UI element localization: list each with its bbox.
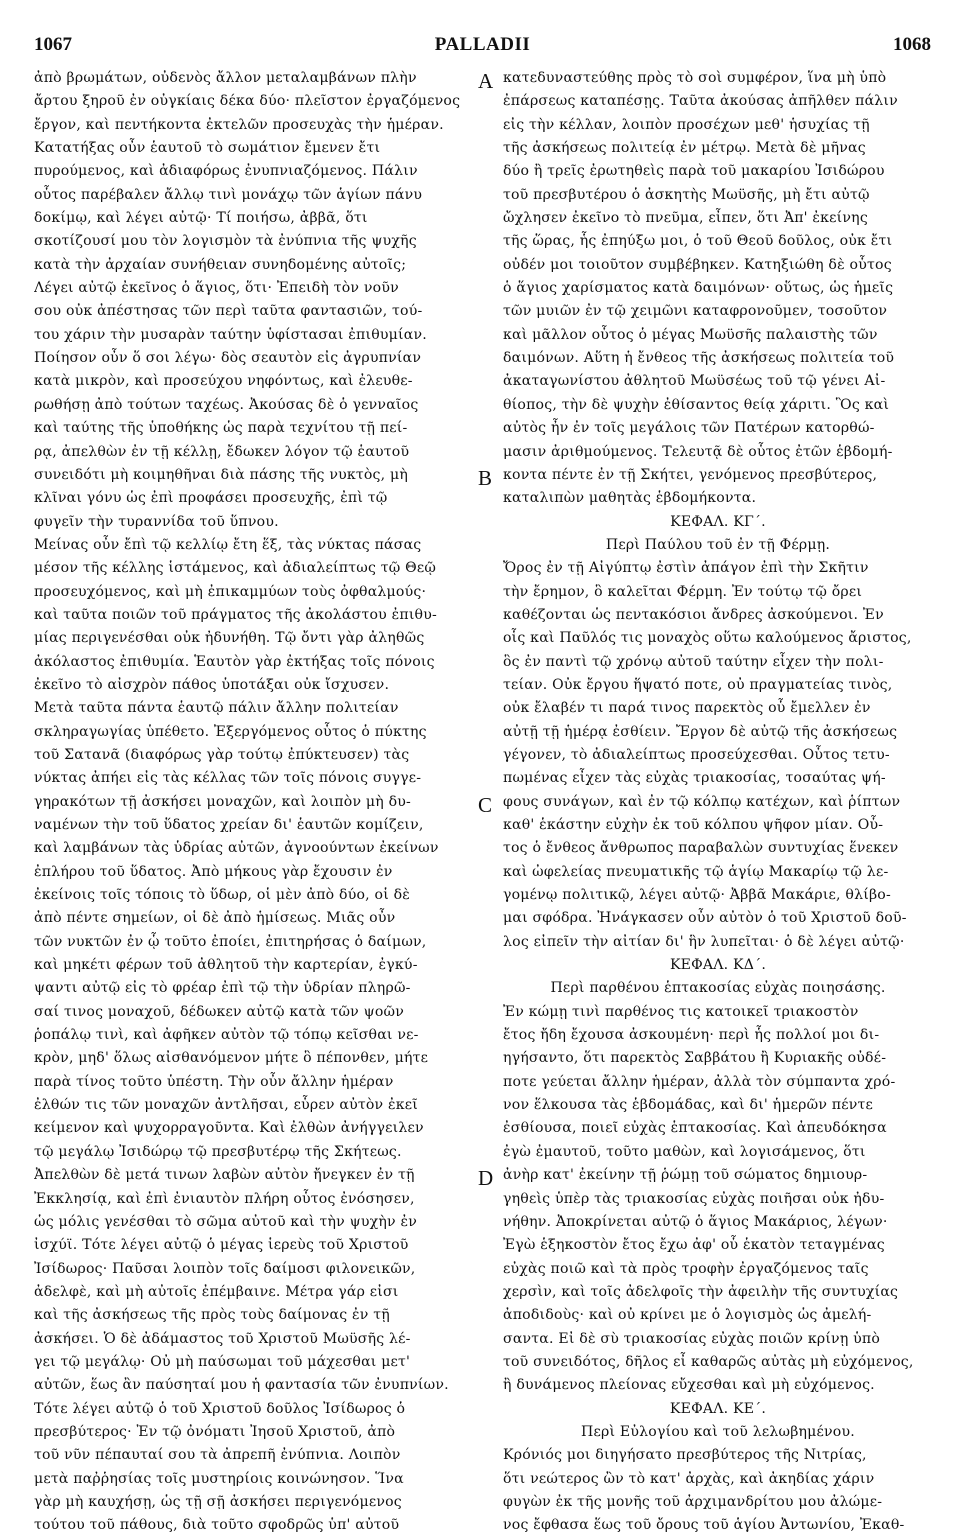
- text-line: ὁ ἅγιος χαρίσματος κατὰ δαιμόνων· οὕτως, ὡς ἡμεῖς: [503, 280, 894, 297]
- text-line: καὶ ταύτης τῆς ὑποθήκης ὡς παρὰ τεχνίτου τῇ πεί-: [34, 420, 408, 437]
- text-line: ἀνὴρ κατ' ἐκείνην τῇ ῥώμῃ τοῦ σώματος δημιουρ-: [503, 1167, 868, 1184]
- text-line: ρωθήσῃ ἀπὸ τούτων ταχέως. Ἀκούσας δὲ ὁ γενναῖος: [34, 396, 419, 413]
- text-line: καὶ τῆς ἀσκήσεως τῆς πρὸς τοὺς δαίμονας ἐν τῇ: [34, 1307, 390, 1324]
- text-line: γὰρ μὴ καυχήσῃ, ὡς τῇ σῇ ἀσκήσει περιγενόμενος: [34, 1493, 402, 1510]
- text-line: ὡς μόλις γενέσθαι τὸ σῶμα αὐτοῦ καὶ τὴν ψυχὴν ἐν: [34, 1213, 418, 1230]
- text-line: Ἐκκλησίᾳ, καὶ ἐπὶ ἐνιαυτὸν πλήρη οὗτος ἐνόσησεν,: [34, 1190, 415, 1207]
- text-line: Ἀπελθὼν δὲ μετά τινων λαβὼν αὐτὸν ἤνεγκεν ἐν τῇ: [34, 1167, 415, 1184]
- text-line: ἀπὸ βρωμάτων, οὐδενὸς ἄλλον μεταλαμβάνων πλὴν: [34, 70, 417, 86]
- text-line: δαιμόνων. Αὕτη ἡ ἔνθεος τῆς ἀσκήσεως πολιτεία τοῦ: [503, 350, 895, 367]
- page-number-left: 1067: [34, 34, 72, 55]
- text-line: καὶ ὠφελείας πνευματικῆς τῷ ἁγίῳ Μακαρίῳ τῷ λε-: [503, 863, 889, 880]
- text-line: αὐτῇ τῇ ἡμέρᾳ ἐσθίειν. Ἔργον δὲ αὐτῷ τῆς ἀσκήσεως: [503, 723, 898, 740]
- text-line: ἀκόλαστος ἐπιθυμία. Ἑαυτὸν γὰρ ἐκτήξας τοῖς πόνοις: [34, 653, 435, 670]
- text-line: Ἐγὼ ἑξηκοστὸν ἔτος ἔχω ἀφ' οὗ ἑκατὸν τεταγμένας: [503, 1237, 885, 1254]
- text-line: γέγονεν, τὸ ἀδιαλείπτως προσεύχεσθαι. Οὗτος τετυ-: [503, 746, 890, 763]
- text-line: Μείνας οὖν ἔπὶ τῷ κελλίῳ ἔτη ἕξ, τὰς νύκτας πάσας: [34, 536, 422, 553]
- text-line: καὶ λαμβάνων τὰς ὑδρίας αὐτῶν, ἀγνοούντων ἐκείνων: [34, 840, 439, 857]
- chapter-heading: ΚΕΦΑΛ. ΚΔ΄.: [669, 957, 767, 974]
- text-line: αὐτῶν, ἕως ἂν παύσηταί μου ἡ φαντασία τῶν ἐνυπνίων.: [34, 1377, 449, 1394]
- text-line: Ποίησον οὖν ὅ σοι λέγω· δὸς σεαυτὸν εἰς ἀγρυπνίαν: [34, 350, 422, 367]
- text-line: τοῦ συνειδότος, δῆλος εἶ καθαρῶς αὐτὰς μὴ εὐχόμενος,: [503, 1353, 914, 1370]
- text-line: χερσὶν, καὶ τοῖς ἀδελφοῖς τὴν ἀφειλὴν τῆς συντυχίας: [503, 1283, 899, 1300]
- text-line: ἀποδιδοὺς· καὶ οὐ κρίνει με ὁ λογισμὸς ὡς ἀμελή-: [503, 1307, 872, 1324]
- text-line: σαί τινος μοναχοῦ, δέδωκεν αὐτῷ κατὰ τῶν ψοῶν: [34, 1003, 405, 1020]
- text-line: καθέζονται ὡς πεντακόσιοι ἄνδρες ἀσκούμενοι. Ἐν: [503, 606, 884, 623]
- text-line: δοκίμῳ, καὶ λέγει αὐτῷ· Τί ποιήσω, ἀββᾶ, ὅτι: [34, 210, 368, 227]
- text-line: καθ' ἑκάστην εὐχὴν ἐκ τοῦ κόλπου ψῆφον μίαν. Οὗ-: [503, 817, 884, 833]
- text-line: τῆς ἀσκήσεως πολιτείᾳ ἐν μέτρῳ. Μετὰ δὲ μῆνας: [503, 140, 866, 157]
- text-line: ἐκείνοις τοῖς τόποις τὸ ὕδωρ, οἱ μὲν ἀπὸ δύο, οἱ δὲ: [34, 887, 411, 904]
- left-column: [34, 67, 482, 1538]
- text-line: γει τῷ μεγάλῳ· Οὐ μὴ παύσωμαι τοῦ μάχεσθαι μετ': [34, 1353, 411, 1370]
- text-line: μέσον τῆς κέλλης ἱστάμενος, καὶ ἀδιαλείπτως τῷ Θεῷ: [34, 560, 437, 577]
- text-line: καταλιπὼν μαθητὰς ἑβδομήκοντα.: [503, 490, 757, 507]
- text-line: ἐπλήρου τοῦ ὕδατος. Ἀπὸ μήκους γὰρ ἔχουσιν ἐν: [34, 863, 393, 880]
- text-line: τοῦ Σατανᾶ (διαφόρως γὰρ τούτῳ ἐπύκτευσεν) τὰς: [34, 746, 410, 763]
- text-line: προσευχόμενος, καὶ μὴ ἐπικαμμύων τοὺς ὀφθαλμούς·: [34, 583, 427, 600]
- text-line: ναμένων τὴν τοῦ ὕδατος χρείαν δι' ἑαυτῶν κομίζειν,: [34, 817, 424, 833]
- text-line: γηθεὶς ὑπὲρ τὰς τριακοσίας εὐχὰς ποιῆσαι οὐκ ἠδυ-: [503, 1190, 885, 1207]
- right-column: [503, 67, 933, 1538]
- text-line: ὃς ἐν παντὶ τῷ χρόνῳ αὐτοῦ ταύτην εἶχεν τὴν πολι-: [503, 653, 884, 670]
- text-line: ῥοπάλῳ τινὶ, καὶ ἀφῆκεν αὐτὸν τῷ τόπῳ κεῖσθαι νε-: [34, 1027, 419, 1044]
- text-line: ηγήσαντο, ὅτι παρεκτὸς Σαββάτου ἢ Κυριακῆς οὐδέ-: [503, 1050, 887, 1067]
- text-line: πωμένας εἶχεν τὰς εὐχὰς τριακοσίας, τοσαύτας ψή-: [503, 770, 886, 787]
- text-line: τὴν ἔρημον, ὃ καλεῖται Φέρμη. Ἐν τούτῳ τῷ ὄρει: [503, 583, 863, 600]
- text-line: καὶ μηκέτι φέρων τοῦ ἀθλητοῦ τὴν καρτερίαν, ἐγκύ-: [34, 957, 418, 974]
- text-line: τείαν. Οὐκ ἔργου ἥψατό ποτε, οὐ πραγματείας τινὸς,: [503, 676, 893, 693]
- text-line: ὅτι νεώτερος ὢν τὸ κατ' ἀρχὰς, καὶ ἀκηδίας χάριν: [503, 1470, 875, 1487]
- margin-letter-d: D: [478, 1166, 494, 1190]
- text-line: ἐκεῖνο τὸ αἰσχρὸν πάθος ὑποτάξαι οὐκ ἴσχυσεν.: [34, 676, 390, 693]
- text-line: οὐκ ἔλαβέν τι παρά τινος παρεκτὸς οὗ ἔμελλεν ἐν: [503, 700, 871, 717]
- text-line: φυγεῖν τὴν τυραννίδα τοῦ ὕπνου.: [34, 513, 279, 530]
- text-line: ἀπὸ πέντε σημείων, οἱ δὲ ἀπὸ ἡμίσεως. Μιᾶς οὖν: [34, 910, 396, 927]
- text-line: τοῦ νῦν πέπαυταί σου τὰ ἀπρεπῆ ἐνύπνια. Λοιπὸν: [34, 1447, 401, 1464]
- running-title: PALLADII: [434, 34, 531, 55]
- text-line: εὐχὰς ποιῶ καὶ τὰ πρὸς τροφὴν ἐργαζόμενος ταῖς: [503, 1260, 869, 1277]
- margin-letter-c: C: [478, 793, 493, 817]
- text-line: συνειδότι μὴ κοιμηθῆναι διὰ πάσης τῆς νυκτὸς, μὴ: [34, 466, 409, 483]
- text-line: τῶν μυιῶν ἐν τῷ χειμῶνι καταφρονοῦμεν, τοσοῦτον: [503, 303, 888, 320]
- text-line: οὗτος παρέβαλεν ἄλλῳ τινὶ μονάχῳ τῶν ἁγίων πάνυ: [34, 186, 423, 203]
- text-line: οὐδέν μοι τοιοῦτον συμβέβηκεν. Κατηξιώθη δὲ οὗτος: [503, 256, 892, 273]
- text-line: ἰσχύϊ. Τότε λέγει αὐτῷ ὁ μέγας ἱερεὺς τοῦ Χριστοῦ: [34, 1237, 409, 1254]
- text-line: ἐγὼ ἐμαυτοῦ, τοῦτο μαθὼν, καὶ λογισάμενος, ὅτι: [503, 1143, 866, 1160]
- chapter-heading: Περὶ παρθένου ἑπτακοσίας εὐχὰς ποιησάσης.: [550, 980, 886, 997]
- text-line: Μετὰ ταῦτα πάντα ἑαυτῷ πάλιν ἄλλην πολιτείαν: [34, 700, 399, 717]
- text-line: κατεδυναστεύθης πρὸς τὸ σοὶ συμφέρον, ἵνα μὴ ὑπὸ: [503, 70, 887, 86]
- text-line: πυρούμενος, καὶ ἀδιαφόρως ἐνυπνιαζόμενος. Πάλιν: [34, 163, 418, 180]
- text-line: Κατατήξας οὖν ἑαυτοῦ τὸ σωμάτιον ἔμενεν ἔτι: [34, 140, 381, 157]
- text-line: Τότε λέγει αὐτῷ ὁ τοῦ Χριστοῦ δοῦλος Ἰσίδωρος ὁ: [34, 1400, 406, 1417]
- text-line: ἔτος ἤδη ἔχουσα ἀσκουμένη· περὶ ἧς πολλοί μοι δι-: [503, 1027, 880, 1044]
- text-line: παρὰ τίνος τοῦτο ὑπέστη. Τὴν οὖν ἄλλην ἡμέραν: [34, 1073, 394, 1090]
- text-line: καὶ μᾶλλον οὗτος ὁ μέγας Μωϋσῆς παλαιστὴς τῶν: [503, 326, 878, 343]
- text-line: γηρακότων τῇ ἀσκήσει μοναχῶν, καὶ λοιπὸν μὴ δυ-: [34, 793, 412, 810]
- text-line: ρᾳ, ἀπελθὼν ἐν τῇ κέλλῃ, ἔδωκεν λόγον τῷ ἑαυτοῦ: [34, 443, 410, 460]
- text-line: σου οὐκ ἀπέστησας τῶν περὶ ταῦτα φαντασιῶν, τού-: [34, 303, 423, 320]
- text-line: Ὄρος ἐν τῇ Αἰγύπτῳ ἐστὶν ἀπάγον ἐπὶ τὴν Σκῆτιν: [503, 560, 869, 577]
- text-line: Ἐν κώμῃ τινὶ παρθένος τις κατοικεῖ τριακοστὸν: [503, 1003, 859, 1020]
- text-line: ἐλθών τις τῶν μοναχῶν ἀντλῆσαι, εὗρεν αὐτὸν ἐκεῖ: [34, 1097, 418, 1114]
- text-line: δύο ἢ τρεῖς ἐρωτηθεὶς παρὰ τοῦ μακαρίου Ἰσιδώρου: [503, 163, 885, 180]
- text-line: μασιν ἀριθμούμενος. Τελευτᾷ δὲ οὗτος ἐτῶν ἑβδομή-: [503, 443, 893, 460]
- text-line: νος ἔφθασα ἕως τοῦ ὄρους τοῦ ἁγίου Ἀντωνίου, Ἐκαθ-: [503, 1517, 905, 1534]
- text-line: σκληραγωγίας ὑπέθετο. Ἐξεργόμενος οὗτος ὁ πύκτης: [34, 723, 427, 740]
- text-line: κατὰ τὴν ἀρχαίαν συνήθειαν συνηδομένης αὐτοῖς;: [34, 256, 407, 273]
- page-number-right: 1068: [893, 34, 931, 55]
- text-line: ψαντι αὐτῷ εἰς τὸ φρέαρ ἐπὶ τῷ τὴν ὑδρίαν πληρῶ-: [34, 980, 411, 997]
- text-line: ποτε γεύεται ἄλλην ἡμέραν, ἀλλὰ τὸν σύμπαντα χρό-: [503, 1073, 896, 1090]
- text-line: ἀδελφὲ, καὶ μὴ αὐτοῖς ἐπέμβαινε. Μέτρα γάρ εἰσι: [34, 1283, 399, 1300]
- text-line: τῶν νυκτῶν ἐν ᾧ τοῦτο ἐποίει, ἐπιτηρήσας ὁ δαίμων,: [34, 933, 427, 950]
- text-line: κρὸν, μηδ' ὅλως αἰσθανόμενον μήτε ὃ πέπονθεν, μήτε: [34, 1050, 429, 1067]
- chapter-heading: Περὶ Εὐλογίου καὶ τοῦ λελωβημένου.: [581, 1423, 855, 1440]
- text-line: γομένῳ πολιτικῷ, λέγει αὐτῷ· Ἀββᾶ Μακάριε, θλίβο-: [503, 887, 891, 904]
- text-line: Ἰσίδωρος· Παῦσαι λοιπὸν τοῖς δαίμοσι φιλονεικῶν,: [34, 1260, 416, 1277]
- text-line: τῷ μεγάλῳ Ἰσιδώρῳ τῷ πρεσβυτέρῳ τῆς Σκήτεως.: [34, 1143, 402, 1160]
- text-line: κείμενον καὶ ψυχορραγοῦντα. Καὶ ἐλθὼν ἀνήγγειλεν: [34, 1120, 424, 1137]
- text-line: ἄρτου ξηροῦ ἐν οὐγκίαις δέκα δύο· πλεῖστον ἐργαζόμενος: [34, 93, 461, 110]
- text-line: φυγὼν ἐκ τῆς μονῆς τοῦ ἀρχιμανδρίτου μου ἀλώμε-: [503, 1493, 883, 1510]
- text-line: τούτου τοῦ πάθους, διὰ τοῦτο σφοδρῶς ὑπ' αὐτοῦ: [34, 1517, 400, 1534]
- text-line: πρεσβύτερος· Ἐν τῷ ὀνόματι Ἰησοῦ Χριστοῦ, ἀπὸ: [34, 1423, 396, 1440]
- text-line: μετὰ παῤῥησίας τοῖς μυστηρίοις κοινώνησον. Ἵνα: [34, 1470, 404, 1487]
- chapter-heading: Περὶ Παύλου τοῦ ἐν τῇ Φέρμῃ.: [605, 536, 831, 553]
- text-line: μίας περιγενέσθαι οὐκ ἠδυνήθη. Τῷ ὄντι γὰρ ἀληθῶς: [34, 630, 425, 647]
- text-line: νύκτας ἀπήει εἰς τὰς κέλλας τῶν τοῖς πόνοις συγγε-: [34, 770, 422, 787]
- text-line: ἐπάρσεως καταπέσῃς. Ταῦτα ἀκούσας ἀπῆλθεν πάλιν: [503, 93, 898, 110]
- text-line: φους συνάγων, καὶ ἐν τῷ κόλπῳ κατέχων, καὶ ῥίπτων: [503, 793, 901, 810]
- text-line: ἀκαταγωνίστου ἀθλητοῦ Μωϋσέως τοῦ τῷ γένει Αἰ-: [503, 373, 886, 390]
- text-line: αὐτὸς ἦν ἐν τοῖς μεγάλοις τῶν Πατέρων κατορθώ-: [503, 420, 875, 437]
- page-header: [34, 34, 931, 58]
- text-line: σαντα. Εἰ δὲ σὺ τριακοσίας εὐχὰς ποιῶν κρίνῃ ὑπὸ: [503, 1330, 881, 1347]
- text-line: μαι σφόδρα. Ἠνάγκασεν οὖν αὐτὸν ὁ τοῦ Χριστοῦ δοῦ-: [503, 910, 907, 927]
- margin-letter-a: A: [478, 69, 494, 93]
- text-line: τοῦ πρεσβυτέρου ὁ ἀσκητὴς Μωϋσῆς, μὴ ἔτι αὐτῷ: [503, 186, 870, 203]
- text-line: ἀσκήσει. Ὁ δὲ ἀδάμαστος τοῦ Χριστοῦ Μωϋσῆς λέ-: [34, 1330, 411, 1347]
- text-line: κλῖναι γόνυ ὡς ἐπὶ προφάσει προσευχῆς, ἐπὶ τῷ: [34, 490, 388, 507]
- text-line: εἰς τὴν κέλλαν, λοιπὸν προσέχων μεθ' ἡσυχίας τῇ: [503, 116, 870, 133]
- chapter-heading: ΚΕΦΑΛ. ΚΓ΄.: [670, 513, 766, 530]
- text-line: νήθην. Ἀποκρίνεται αὐτῷ ὁ ἅγιος Μακάριος, λέγων·: [503, 1213, 888, 1230]
- text-line: ὤχλησεν ἐκεῖνο τὸ πνεῦμα, εἶπεν, ὅτι Ἀπ' ἐκείνης: [503, 210, 868, 227]
- text-line: ἔργον, καὶ πεντήκοντα ἐκτελῶν προσευχὰς τὴν ἡμέραν.: [34, 116, 444, 133]
- text-line: τος ὁ ἔνθεος ἄνθρωπος παραβαλὼν συντυχίας ἕνεκεν: [503, 840, 899, 857]
- text-line: καὶ ταῦτα ποιῶν τοῦ πράγματος τῆς ἀκολάστου ἐπιθυ-: [34, 606, 437, 623]
- text-line: λος εἰπεῖν τὴν αἰτίαν δι' ἣν λυπεῖται· ὁ δὲ λέγει αὐτῷ·: [503, 933, 905, 950]
- text-line: κοντα πέντε ἐν τῇ Σκήτει, γενόμενος πρεσβύτερος,: [503, 466, 878, 483]
- text-line: Λέγει αὐτῷ ἐκεῖνος ὁ ἅγιος, ὅτι· Ἐπειδὴ τὸν νοῦν: [34, 280, 399, 297]
- margin-letter-b: B: [478, 466, 493, 490]
- text-line: οἷς καὶ Παῦλός τις μοναχὸς οὕτω καλούμενος ἄριστος,: [503, 630, 912, 647]
- text-line: κατὰ μικρὸν, καὶ προσεύχου νηφόντως, καὶ ἐλευθε-: [34, 373, 413, 390]
- text-line: ἐσθίουσα, ποιεῖ εὐχὰς ἑπτακοσίας. Καὶ ἀπευδόκησα: [503, 1120, 887, 1137]
- text-line: τῆς ὥρας, ἧς ἐπηύξω μοι, ὁ τοῦ Θεοῦ δοῦλος, οὐκ ἔτι: [503, 233, 893, 250]
- text-line: σκοτίζουσί μου τὸν λογισμὸν τὰ ἐνύπνια τῆς ψυχῆς: [34, 233, 417, 250]
- text-line: του χάριν τὴν μυσαρὰν ταύτην ὑφίστασαι ἐπιθυμίαν.: [34, 326, 427, 343]
- text-line: Κρόνιός μοι διηγήσατο πρεσβύτερος τῆς Νιτρίας,: [503, 1447, 867, 1464]
- text-line: νον ἕλκουσα τὰς ἑβδομάδας, καὶ δι' ἡμερῶν πέντε: [503, 1097, 874, 1114]
- text-line: ἢ δυνάμενος πλείονας εὔχεσθαι καὶ μὴ εὐχόμενος.: [503, 1377, 875, 1394]
- text-line: θίοπος, τὴν δὲ ψυχὴν ἐθίσαντος θείᾳ χάριτι. Ὃς καὶ: [503, 396, 890, 413]
- chapter-heading: ΚΕΦΑΛ. ΚΕ΄.: [669, 1400, 767, 1417]
